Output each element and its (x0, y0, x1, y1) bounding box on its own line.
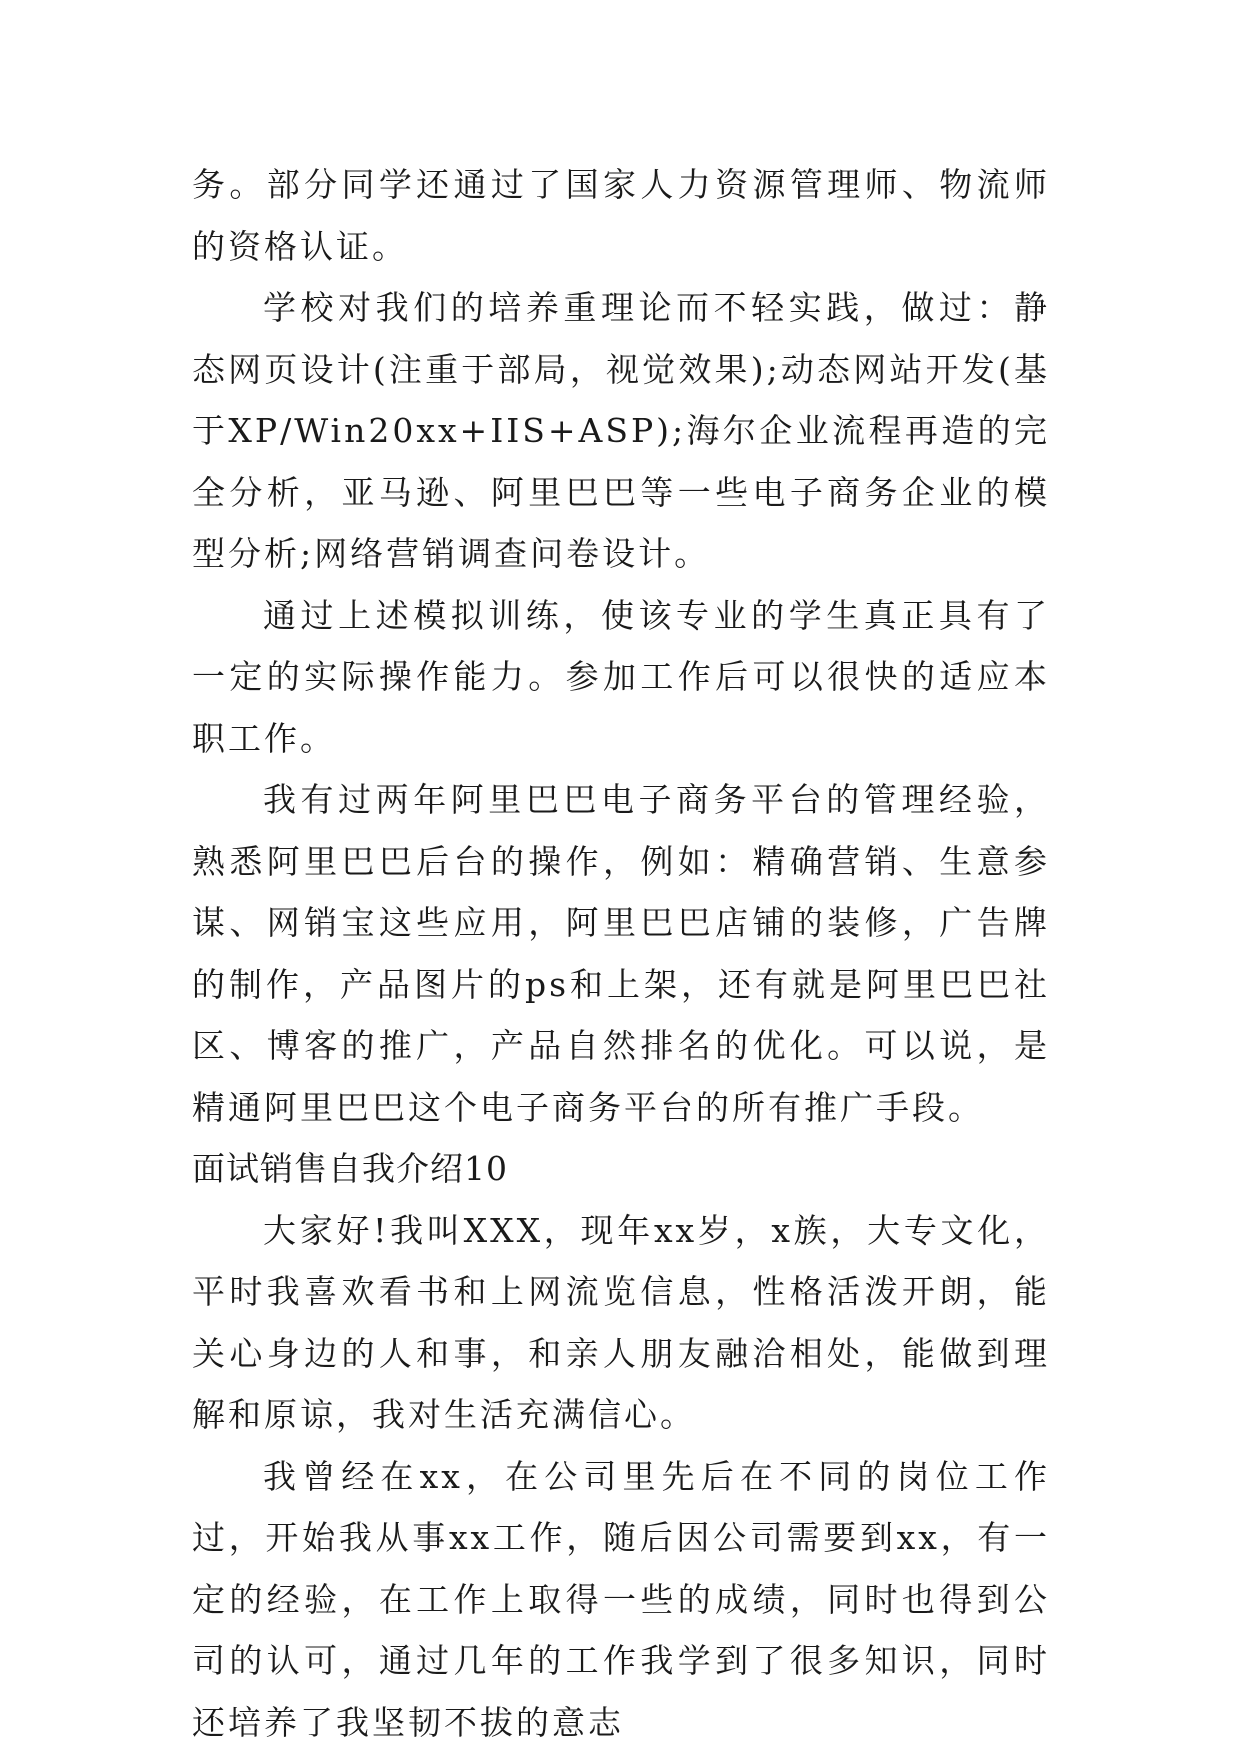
paragraph-certification: 务。部分同学还通过了国家人力资源管理师、物流师的资格认证。 (192, 165, 1050, 266)
paragraph-school-training: 学校对我们的培养重理论而不轻实践，做过：静态网页设计(注重于部局，视觉效果);动态网站开发(基于XP/Win20xx+IIS+ASP);海尔企业流程再造的完全分析，亚马逊、阿里巴巴等一些电子商务企业的模型分析;网络营销调查问卷设计。 (192, 288, 1050, 573)
document-body (192, 154, 1050, 1753)
paragraph-work-history: 我曾经在xx，在公司里先后在不同的岗位工作过，开始我从事xx工作，随后因公司需要到xx，有一定的经验，在工作上取得一些的成绩，同时也得到公司的认可，通过几年的工作我学到了很多知识，同时还培养了我坚韧不拔的意志 (192, 1456, 1050, 1742)
paragraph-simulation-training: 通过上述模拟训练，使该专业的学生真正具有了一定的实际操作能力。参加工作后可以很快的适应本职工作。 (192, 595, 1050, 758)
section-heading: 面试销售自我介绍10 (192, 1149, 508, 1188)
paragraph-alibaba-experience: 我有过两年阿里巴巴电子商务平台的管理经验，熟悉阿里巴巴后台的操作，例如：精确营销、生意参谋、网销宝这些应用，阿里巴巴店铺的装修，广告牌的制作，产品图片的ps和上架，还有就是阿里巴巴社区、博客的推广，产品自然排名的优化。可以说，是精通阿里巴巴这个电子商务平台的所有推广手段。 (192, 780, 1050, 1127)
paragraph-self-introduction: 大家好!我叫XXX，现年xx岁，x族，大专文化，平时我喜欢看书和上网流览信息，性格活泼开朗，能关心身边的人和事，和亲人朋友融洽相处，能做到理解和原谅，我对生活充满信心。 (192, 1210, 1050, 1434)
